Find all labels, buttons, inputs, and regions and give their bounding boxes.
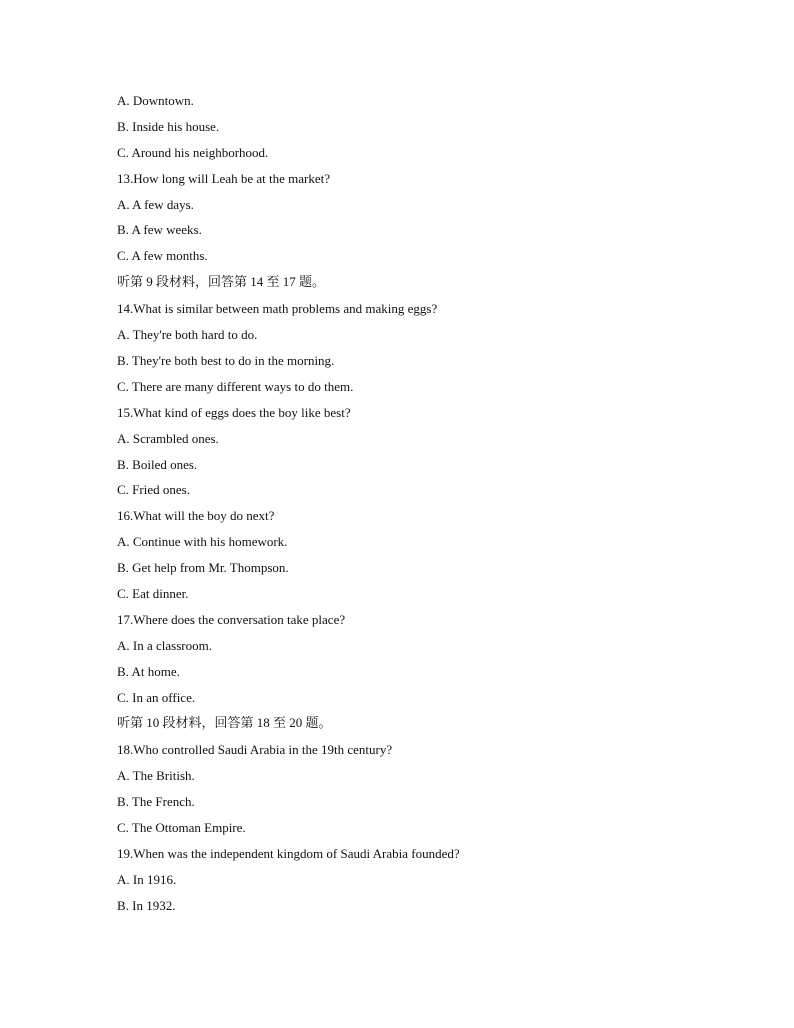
option-line: C. A few months.	[117, 248, 208, 264]
option-line: A. Continue with his homework.	[117, 534, 288, 550]
option-line: C. Around his neighborhood.	[117, 144, 269, 160]
question-line: 17.Where does the conversation take place?	[117, 611, 346, 627]
option-line: C. In an office.	[117, 689, 196, 705]
option-line: A. Downtown.	[117, 93, 194, 108]
question-line: 14.What is similar between math problems and making eggs?	[117, 301, 438, 317]
option-line: A. A few days.	[117, 196, 194, 212]
option-line: C. Fried ones.	[117, 482, 190, 498]
question-line: 18.Who controlled Saudi Arabia in the 19th century?	[117, 742, 393, 758]
question-line: 19.When was the independent kingdom of Saudi Arabia founded?	[117, 846, 460, 862]
option-line: A. Scrambled ones.	[117, 430, 219, 446]
option-line: B. Inside his house.	[117, 118, 220, 134]
question-line: 16.What will the boy do next?	[117, 508, 275, 524]
option-line: B. The French.	[117, 794, 195, 810]
question-line: 13.How long will Leah be at the market?	[117, 170, 330, 186]
option-line: A. The British.	[117, 768, 195, 784]
option-line: B. A few weeks.	[117, 222, 202, 238]
option-line: B. In 1932.	[117, 897, 176, 913]
option-line: B. Get help from Mr. Thompson.	[117, 560, 289, 576]
option-line: A. They're both hard to do.	[117, 327, 258, 343]
option-line: B. They're both best to do in the morning.	[117, 353, 335, 369]
option-line: B. At home.	[117, 663, 180, 679]
option-line: B. Boiled ones.	[117, 456, 198, 472]
option-line: C. There are many different ways to do them.	[117, 378, 354, 394]
section-instruction: 听第 9 段材料，回答第 14 至 17 题。	[117, 274, 326, 290]
document-text	[117, 92, 757, 923]
option-line: C. Eat dinner.	[117, 586, 189, 602]
question-line: 15.What kind of eggs does the boy like best?	[117, 404, 351, 420]
section-instruction: 听第 10 段材料，回答第 18 至 20 题。	[117, 715, 332, 731]
option-line: A. In 1916.	[117, 871, 177, 887]
option-line: C. The Ottoman Empire.	[117, 820, 246, 836]
option-line: A. In a classroom.	[117, 637, 212, 653]
